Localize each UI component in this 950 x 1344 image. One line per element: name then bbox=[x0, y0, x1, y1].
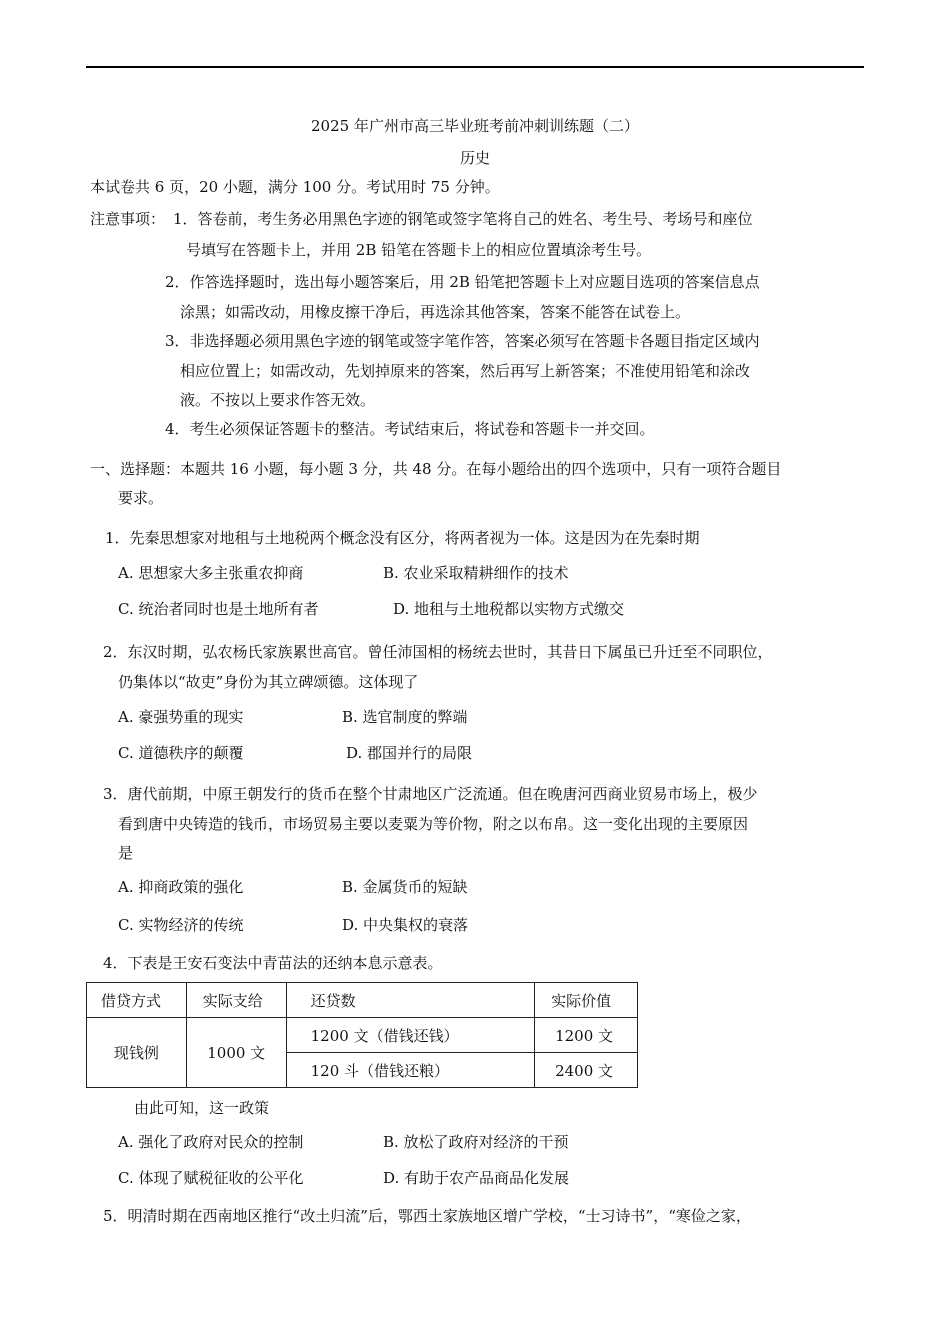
cell-loan-method: 现钱例 bbox=[87, 1018, 187, 1088]
q4-option-c: C. 体现了赋税征收的公平化 bbox=[118, 1169, 304, 1187]
note-4: 4．考生必须保证答题卡的整洁。考试结束后，将试卷和答题卡一并交回。 bbox=[165, 420, 655, 438]
q4-option-b: B. 放松了政府对经济的干预 bbox=[383, 1133, 569, 1151]
section-1-heading: 一、选择题：本题共 16 小题，每小题 3 分，共 48 分。在每小题给出的四个选项中，只有一项符合题目 bbox=[90, 460, 782, 478]
q3-stem-line-2: 看到唐中央铸造的钱币，市场贸易主要以麦粟为等价物，附之以布帛。这一变化出现的主要原因 bbox=[118, 815, 749, 833]
header-loan-method: 借贷方式 bbox=[87, 983, 187, 1018]
note-3-line-2: 相应位置上；如需改动，先划掉原来的答案，然后再写上新答案；不准使用铅笔和涂改 bbox=[180, 362, 751, 380]
q3-stem-line-3: 是 bbox=[118, 844, 134, 862]
q4-option-a: A. 强化了政府对民众的控制 bbox=[118, 1133, 304, 1151]
table-header-row bbox=[87, 983, 638, 1018]
q3-option-d: D. 中央集权的衰落 bbox=[342, 916, 469, 934]
q2-stem-line-2: 仍集体以“故吏”身份为其立碑颂德。这体现了 bbox=[118, 673, 419, 691]
q1-option-c: C. 统治者同时也是土地所有者 bbox=[118, 600, 319, 618]
cell-repay-cash: 1200 文（借钱还钱） bbox=[286, 1018, 534, 1053]
cell-value-grain: 2400 文 bbox=[535, 1053, 638, 1088]
q1-option-d: D. 地租与土地税都以实物方式缴交 bbox=[393, 600, 625, 618]
note-1-line-2: 号填写在答题卡上，并用 2B 铅笔在答题卡上的相应位置填涂考生号。 bbox=[186, 241, 652, 259]
q3-option-a: A. 抑商政策的强化 bbox=[118, 878, 244, 896]
q2-option-d: D. 郡国并行的局限 bbox=[346, 744, 473, 762]
q2-option-a: A. 豪强势重的现实 bbox=[118, 708, 244, 726]
section-1-heading-cont: 要求。 bbox=[118, 489, 164, 507]
q3-option-c: C. 实物经济的传统 bbox=[118, 916, 244, 934]
header-repayment: 还贷数 bbox=[286, 983, 534, 1018]
notes-label: 注意事项： bbox=[90, 210, 166, 228]
top-rule bbox=[86, 66, 864, 68]
q2-option-b: B. 选官制度的弊端 bbox=[342, 708, 468, 726]
q5-stem-line-1: 5．明清时期在西南地区推行“改土归流”后，鄂西土家族地区增广学校，“士习诗书”，“寒俭之家， bbox=[103, 1207, 751, 1225]
q3-stem-line-1: 3．唐代前期，中原王朝发行的货币在整个甘肃地区广泛流通。但在晚唐河西商业贸易市场上，极少 bbox=[103, 785, 758, 803]
table-row bbox=[87, 1018, 638, 1053]
cell-actual-given: 1000 文 bbox=[186, 1018, 286, 1088]
q4-option-d: D. 有助于农产品商品化发展 bbox=[383, 1169, 570, 1187]
note-2-line-2: 涂黑；如需改动，用橡皮擦干净后，再选涂其他答案，答案不能答在试卷上。 bbox=[180, 303, 691, 321]
exam-info: 本试卷共 6 页，20 小题，满分 100 分。考试用时 75 分钟。 bbox=[90, 178, 500, 196]
note-2-line-1: 2．作答选择题时，选出每小题答案后，用 2B 铅笔把答题卡上对应题目选项的答案信息点 bbox=[165, 273, 760, 291]
cell-value-cash: 1200 文 bbox=[535, 1018, 638, 1053]
header-actual-value: 实际价值 bbox=[535, 983, 638, 1018]
q2-stem-line-1: 2．东汉时期，弘农杨氏家族累世高官。曾任沛国相的杨统去世时，其昔日下属虽已升迁至不同职位， bbox=[103, 643, 773, 661]
note-3-line-1: 3．非选择题必须用黑色字迹的钢笔或签字笔作答，答案必须写在答题卡各题目指定区域内 bbox=[165, 332, 760, 350]
q3-option-b: B. 金属货币的短缺 bbox=[342, 878, 468, 896]
subject-title: 历史 bbox=[459, 149, 490, 167]
q1-option-a: A. 思想家大多主张重农抑商 bbox=[118, 564, 304, 582]
q1-option-b: B. 农业采取精耕细作的技术 bbox=[383, 564, 569, 582]
q1-stem: 1．先秦思想家对地租与土地税两个概念没有区分，将两者视为一体。这是因为在先秦时期 bbox=[105, 529, 700, 547]
q4-stem: 4．下表是王安石变法中青苗法的还纳本息示意表。 bbox=[103, 954, 443, 972]
exam-title: 2025 年广州市高三毕业班考前冲刺训练题（二） bbox=[311, 117, 639, 135]
q4-followup: 由此可知，这一政策 bbox=[134, 1099, 270, 1117]
qingmiao-repayment-table bbox=[86, 982, 638, 1088]
cell-repay-grain: 120 斗（借钱还粮） bbox=[286, 1053, 534, 1088]
header-actual-given: 实际支给 bbox=[186, 983, 286, 1018]
note-1-line-1: 1．答卷前，考生务必用黑色字迹的钢笔或签字笔将自己的姓名、考生号、考场号和座位 bbox=[173, 210, 753, 228]
q2-option-c: C. 道德秩序的颠覆 bbox=[118, 744, 244, 762]
note-3-line-3: 液。不按以上要求作答无效。 bbox=[180, 391, 376, 409]
